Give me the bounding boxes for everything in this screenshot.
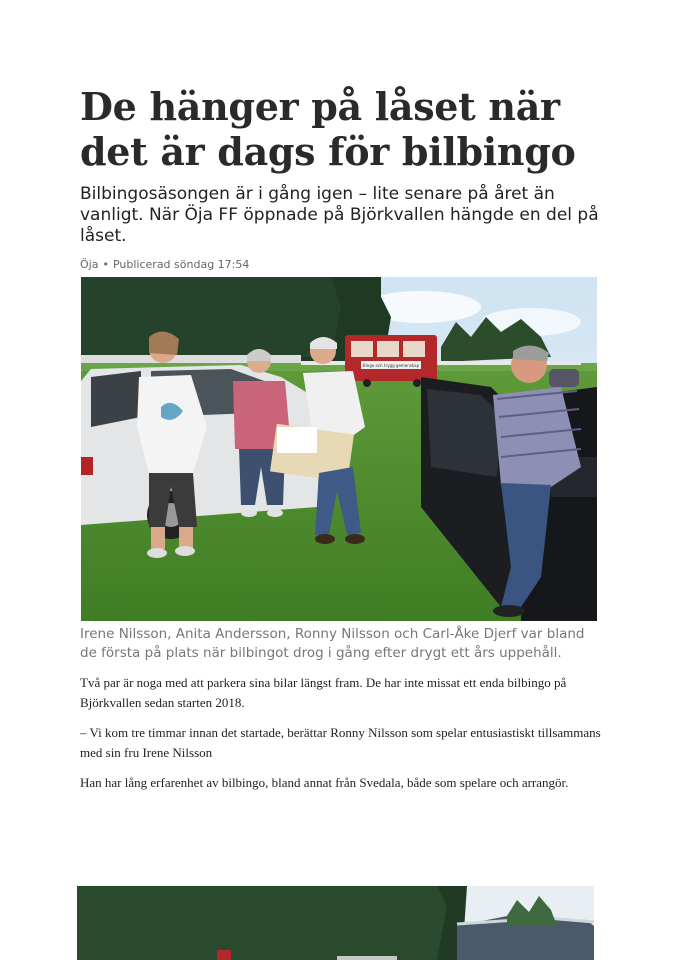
second-photo — [77, 886, 594, 960]
paragraph-2: – Vi kom tre timmar innan det startade, berättar Ronny Nilsson som spelar entusiastiskt tillsammans med sin fru Irene Nilsson — [80, 725, 601, 760]
article-lead: Bilbingosäsongen är i gång igen – lite senare på året än vanligt. När Öja FF öppnade på Björkvallen hängde en del på låset. — [80, 184, 599, 246]
main-photo — [81, 277, 597, 621]
published-time: Publicerad söndag 17:54 — [112, 258, 250, 271]
photo-caption: Irene Nilsson, Anita Andersson, Ronny Nilsson och Carl-Åke Djerf var bland de första på plats när bilbingot drog i gång efter drygt ett års uppehåll. — [80, 626, 585, 661]
article-headline: De hänger på låset när det är dags för bilbingo — [80, 84, 576, 174]
meta-separator: • — [102, 258, 109, 271]
trailer-sign: Bingo och trygg gemenskap — [362, 363, 420, 368]
location-label[interactable]: Öja — [80, 258, 99, 271]
article-meta — [80, 258, 249, 271]
paragraph-1: Två par är noga med att parkera sina bilar längst fram. De har inte missat ett enda bilbingo på Björkvallen sedan starten 2018. — [80, 675, 567, 710]
paragraph-3: Han har lång erfarenhet av bilbingo, bland annat från Svedala, både som spelare och arrangör. — [80, 775, 569, 790]
